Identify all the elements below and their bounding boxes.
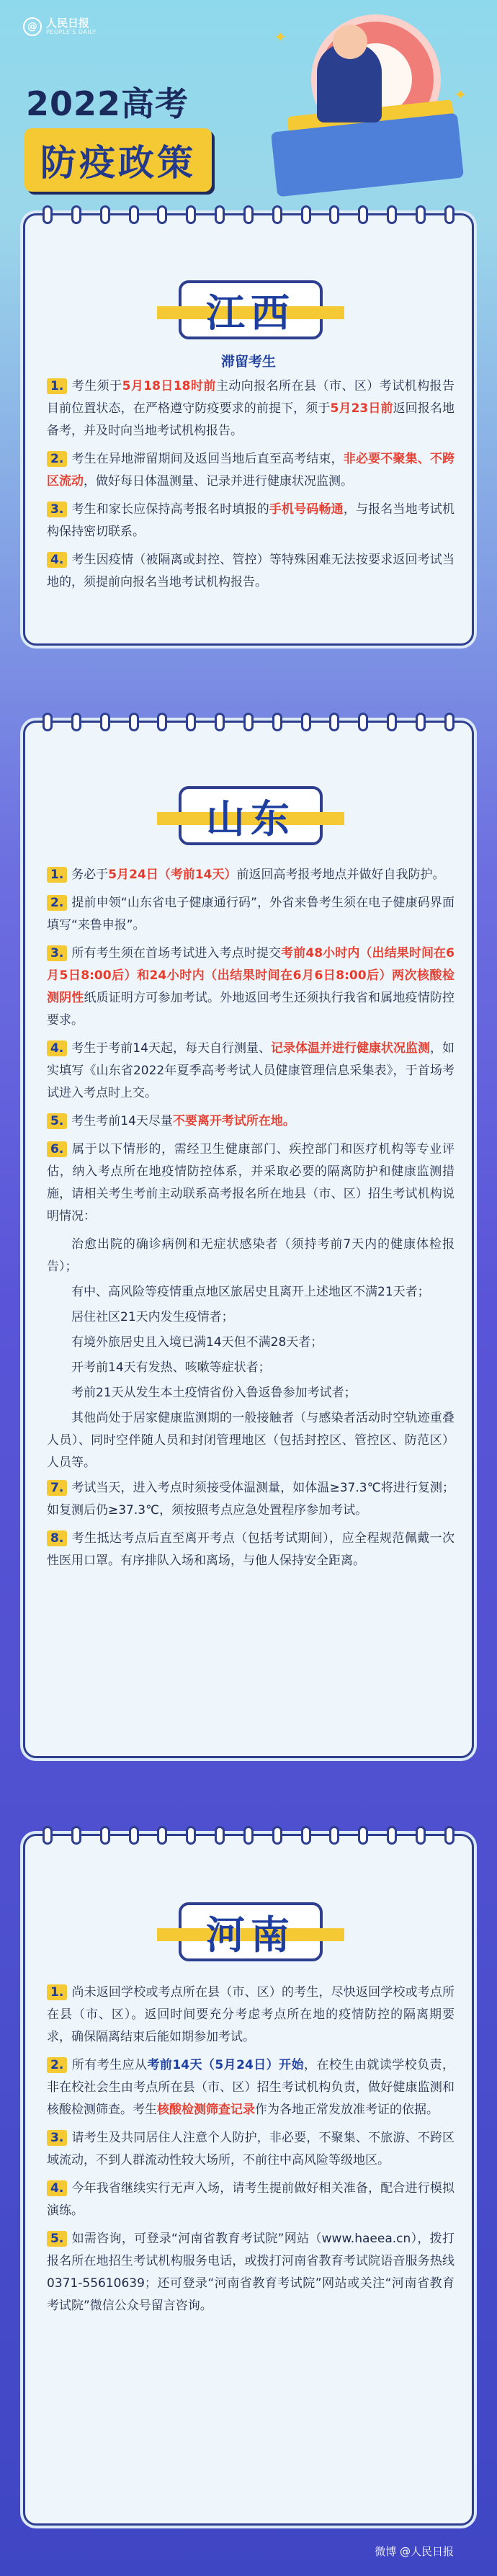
policy-item: [47, 375, 455, 442]
policy-item: [47, 2127, 455, 2172]
star-icon: ✦: [454, 86, 467, 104]
item-text: 主动向报名所在县（市、区）考试机构报告目前位置状态，在严格遵守防疫要求的前提下，须于: [47, 379, 455, 416]
highlight-text: 手机号码畅通: [269, 502, 344, 517]
item-number-badge: 3.: [47, 502, 67, 517]
jiangxi-card: [23, 213, 474, 646]
item-text: 纸质证明方可参加考试。外地返回考生还须执行我省和属地疫情防控要求。: [47, 991, 455, 1028]
item-text: ，与报名当地考试机构保持密切联系。: [47, 502, 455, 539]
item-text: 所有考生须在首场考试进入考点时提交: [71, 946, 282, 961]
item-text: ，做好每日体温测量、记录并进行健康状况监测。: [84, 474, 353, 489]
item-text: ，如实填写《山东省2022年夏季高考考试人员健康管理信息采集表》，于首场考试进入考点时上交。: [47, 1041, 455, 1100]
item-text: 如需咨询，可登录“河南省教育考试院”网站（www.haeea.cn），拨打报名所在地招生考试机构服务电话，或拨打河南省教育考试院语音服务热线0371-55610639；还可登录“河南省教育考试院”网站或关注“河南省教育考试院”微信公众号留言咨询。: [47, 2232, 455, 2313]
watermark: 微博 @人民日报: [375, 2545, 454, 2558]
policy-item: [47, 2228, 455, 2317]
item-text: 务必于: [71, 868, 109, 882]
sub-item: 居住社区21天内发生疫情者；: [71, 1310, 234, 1324]
policy-item: [47, 864, 455, 886]
policy-item: [47, 448, 455, 493]
henan-items: [47, 1982, 455, 2323]
binder-rings: [25, 205, 472, 224]
policy-item: [47, 2054, 455, 2121]
policy-item: [47, 499, 455, 543]
item-text: 请考生及共同居住人注意个人防护，非必要，不聚集、不旅游、不跨区域流动，不到人群流动性较大场所，不前往中高风险等级地区。: [47, 2131, 455, 2167]
logo-text: 人民日报: [46, 17, 90, 30]
item-text: 考生抵达考点后直至离开考点（包括考试期间），应全程规范佩戴一次性医用口罩。有序排队入场和离场，与他人保持安全距离。: [47, 1531, 455, 1568]
item-number-badge: 3.: [47, 945, 67, 961]
item-text: ，在校生由就读学校负责，非在校社会生由考点所在县（市、区）招生考试机构负责，做好健康监测和核酸检测筛查。考生: [47, 2058, 455, 2117]
highlight-text: 考前14天（5月24日）开始: [147, 2058, 305, 2072]
logo-icon: @: [23, 17, 42, 36]
item-number-badge: 1.: [47, 378, 67, 394]
highlight-text: 5月23日前: [330, 401, 393, 416]
shandong-card: [23, 721, 474, 1758]
policy-item: [47, 1038, 455, 1105]
highlight-text: 非必要不聚集、不跨区流动: [47, 452, 455, 489]
item-number-badge: 2.: [47, 451, 67, 467]
province-name: 山东: [206, 795, 295, 842]
sub-item: 有境外旅居史且入境已满14天但不满28天者；: [71, 1335, 323, 1350]
item-text: 考生考前14天尽量: [71, 1114, 173, 1128]
page-title: 防疫政策: [24, 128, 212, 192]
item-text: 属于以下情形的，需经卫生健康部门、疾控部门和医疗机构等专业评估，纳入考点所在地疫情防控体系，并采取必要的隔离防护和健康监测措施，请相关考生考前主动联系高考报名所在地县（市、区）招生考试机构说明情况：: [47, 1142, 455, 1224]
item-text: 返回报名地备考，并及时向当地考试机构报告。: [47, 401, 455, 438]
item-text: 考生在异地滞留期间及返回当地后直至高考结束，: [71, 452, 344, 466]
highlight-text: 考前48小时内（出结果时间在6月5日8:00后）和24小时内（出结果时间在6月6日8:00后）两次核酸检测阴性: [47, 946, 455, 1005]
item-text: 提前申领“山东省电子健康通行码”，外省来鲁考生须在电子健康码界面填写“来鲁申报”。: [47, 896, 455, 932]
item-text: 考生须于: [71, 379, 122, 393]
policy-item: [47, 1982, 455, 2049]
logo: [23, 17, 96, 36]
item-number-badge: 3.: [47, 2130, 67, 2146]
item-number-badge: 6.: [47, 1141, 67, 1157]
item-number-badge: 4.: [47, 1040, 67, 1056]
jiangxi-items: [47, 375, 455, 600]
policy-item: [47, 1477, 455, 1522]
sub-item: 开考前14天有发热、咳嗽等症状者；: [71, 1360, 271, 1375]
logo-subtext: PEOPLE'S DAILY: [46, 29, 97, 35]
item-number-badge: 5.: [47, 1113, 67, 1129]
sub-item: 其他尚处于居家健康监测期的一般接触者（与感染者活动时空轨迹重叠人员）、同时空伴随人员和封闭管理地区（包括封控区、管控区、防范区）人员等。: [47, 1411, 455, 1470]
item-number-badge: 2.: [47, 895, 67, 911]
item-number-badge: 8.: [47, 1530, 67, 1546]
item-number-badge: 4.: [47, 552, 67, 568]
policy-item: [47, 1110, 455, 1133]
sub-item: 有中、高风险等疫情重点地区旅居史且离开上述地区不满21天者；: [71, 1285, 430, 1299]
item-text: 作为各地正常发放准考证的依据。: [255, 2103, 439, 2117]
policy-item: [47, 942, 455, 1032]
binder-rings: [25, 713, 472, 731]
item-text: 今年我省继续实行无声入场，请考生提前做好相关准备，配合进行模拟演练。: [47, 2181, 455, 2218]
binder-rings: [25, 1826, 472, 1845]
shandong-items: [47, 864, 455, 1578]
page-title-year: 2022高考: [26, 84, 189, 123]
sub-item: 考前21天从发生本土疫情省份入鲁返鲁参加考试者；: [71, 1386, 357, 1400]
item-text: 考生于考前14天起，每天自行测量、: [71, 1041, 271, 1056]
item-number-badge: 1.: [47, 1984, 67, 2000]
province-title: [179, 1902, 323, 1961]
province-title: [179, 280, 323, 339]
henan-card: [23, 1834, 474, 2526]
policy-item: [47, 1528, 455, 1572]
policy-item: [47, 1138, 455, 1228]
hero-banner: [0, 0, 497, 216]
item-number-badge: 2.: [47, 2057, 67, 2073]
province-name: 河南: [206, 1912, 295, 1958]
item-text: 考试当天，进入考点时须接受体温测量，如体温≥37.3℃将进行复测；如复测后仍≥37.3℃，须按照考点应急处置程序参加考试。: [47, 1481, 455, 1517]
policy-item: [47, 549, 455, 594]
province-name: 江西: [206, 290, 295, 336]
student-head-illustration: [333, 24, 367, 59]
highlight-text: 核酸检测筛查记录: [157, 2103, 255, 2117]
highlight-text: 记录体温并进行健康状况监测: [270, 1041, 430, 1056]
highlight-text: 不要离开考试所在地。: [172, 1114, 295, 1128]
item-number-badge: 7.: [47, 1480, 67, 1496]
item-text: 前返回高考报考地点并做好自我防护。: [236, 868, 445, 882]
star-icon: ✦: [274, 29, 287, 47]
policy-item: [47, 892, 455, 937]
item-text: 考生和家长应保持高考报名时填报的: [71, 502, 269, 517]
policy-item: [47, 2178, 455, 2222]
item-number-badge: 4.: [47, 2180, 67, 2196]
item-text: 考生因疫情（被隔离或封控、管控）等特殊困难无法按要求返回考试当地的，须提前向报名当地考试机构报告。: [47, 553, 455, 589]
section-subtitle: 滞留考生: [220, 354, 276, 370]
highlight-text: 5月24日（考前14天）: [108, 868, 237, 882]
sub-item: 治愈出院的确诊病例和无症状感染者（须持考前7天内的健康体检报告）；: [47, 1237, 455, 1274]
highlight-text: 5月18日18时前: [122, 379, 216, 393]
item-number-badge: 1.: [47, 867, 67, 883]
province-title: [179, 786, 323, 845]
item-text: 尚未返回学校或考点所在县（市、区）的考生，尽快返回学校或考点所在县（市、区）。返回时间要充分考虑考点所在地的疫情防控的隔离期要求，确保隔离结束后能如期参加考试。: [47, 1985, 455, 2044]
item-number-badge: 5.: [47, 2231, 67, 2247]
item-text: 所有考生应从: [71, 2058, 148, 2072]
